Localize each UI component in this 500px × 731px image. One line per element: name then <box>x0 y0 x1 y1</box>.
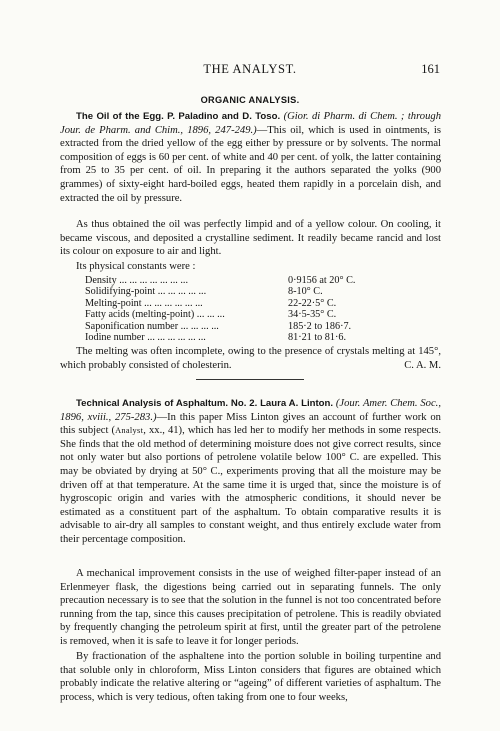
constant-value: 8-10° C. <box>288 286 323 298</box>
constant-label: Melting-point ... ... ... ... ... ... <box>85 297 203 309</box>
constant-label: Density ... ... ... ... ... ... ... <box>85 275 189 286</box>
running-title: THE ANALYST. <box>203 62 297 76</box>
table-row <box>85 332 385 343</box>
article-title: Technical Analysis of Asphaltum. No. 2. <box>76 398 258 409</box>
constants-intro: Its physical constants were : <box>76 261 196 272</box>
constant-value: 81·21 to 81·6. <box>288 332 347 344</box>
constant-label: Saponification number ... ... ... ... <box>85 320 219 332</box>
article-title: The Oil of the Egg. <box>76 111 164 122</box>
journal-reference: Analyst <box>115 426 144 436</box>
constant-value: 34·5-35° C. <box>288 309 337 321</box>
article-authors: Laura A. Linton. <box>260 398 334 409</box>
table-row <box>85 286 385 297</box>
article-asphaltum-intro <box>60 397 441 547</box>
article-source: (Gior. di Pharm. di Chem. ; through Jour. de Pharm. and Chim., 1896, 247-249.) <box>60 111 441 136</box>
constant-label: Solidifying-point ... ... ... ... ... <box>85 286 207 298</box>
article-paragraph: —This oil, which is used in ointments, is extracted from the dried yellow of the egg either by pressure or by solvents. The normal composition of eggs is 60 per cent. of white and 40 per cent. of yolk, the latter containing from 25 to 35 per cent. of oil. In preparing it the authors separated the yolks (900 grammes) of sixty-eight hard-boiled eggs, heated them rapidly in a porcelain dish, and extracted the oil by pressure. <box>60 124 442 204</box>
article-paragraph: The melting was often incomplete, owing to the presence of crystals melting at 145°, which probably consisted of cholesterin. <box>60 346 441 371</box>
author-signature: C. A. M. <box>404 359 441 371</box>
constant-value: 0·9156 at 20° C. <box>288 275 356 286</box>
article-paragraph: —In this paper Miss Linton gives an account of further work on this subject ( <box>60 411 441 437</box>
section-heading: ORGANIC ANALYSIS. <box>200 95 300 105</box>
article-paragraph: As thus obtained the oil was perfectly limpid and of a yellow colour. On cooling, it became viscous, and deposited a crystalline sediment. It readily became rancid and lost its colour on exposure to air and light. <box>60 219 441 258</box>
constant-value: 185·2 to 186·7. <box>288 320 352 332</box>
article-source: (Jour. Amer. Chem. Soc., 1896, xviii., 275-283.) <box>60 398 441 423</box>
article-egg-oil-intro <box>60 110 441 205</box>
table-row <box>85 298 385 309</box>
physical-constants-table <box>85 275 385 343</box>
article-authors: P. Paladino and D. Toso. <box>167 111 281 122</box>
article-paragraph: By fractionation of the asphaltene into the portion soluble in boiling turpentine and that soluble only in chloroform, Miss Linton considers that figures are obtained which probably indicate the relative altering or “ageing” of different varieties of asphaltum. The process, which is very tedious, often taking from one to four weeks, <box>60 651 441 703</box>
constant-value: 22-22·5° C. <box>288 297 337 309</box>
table-row <box>85 321 385 332</box>
article-closing-paragraph <box>60 345 441 372</box>
constant-label: Iodine number ... ... ... ... ... ... <box>85 332 206 344</box>
table-row <box>85 309 385 320</box>
table-row <box>85 275 385 286</box>
article-paragraph: , xx., 41), which has led her to modify her methods in some respects. She finds that the old method of determining moisture does not give correct results, since not only water but also portions of petrolene volatile below 100° C. are expelled. This may be obviated by drying at 50° C., experiments proving that all the moisture may be driven off at that temperature. At the same time it is urged that, since the moisture is of hygroscopic origin and varies with the atmospheric conditions, it should never be estimated as a constituent part of the asphaltum. To obtain comparative results it is advisable to air-dry all samples to constant weight, and thus entirely exclude water from their percentage composition. <box>60 425 442 545</box>
article-paragraph: A mechanical improvement consists in the use of weighed filter-paper instead of an Erlenmeyer flask, the digestions being carried out in separating funnels. The only precaution necessary is to see that the solution in the funnel is not too concentrated before running from the tap, since this causes precipitation of petrolene. This is readily obviated by frequently changing the petroleum spirit at first, until the greater part of the petrolene is removed, when it is safe to leave it for longer periods. <box>60 568 441 647</box>
section-divider <box>196 379 304 380</box>
page-header <box>60 62 440 78</box>
page-number: 161 <box>421 62 440 76</box>
constant-label: Fatty acids (melting-point) ... ... ... <box>85 309 225 321</box>
